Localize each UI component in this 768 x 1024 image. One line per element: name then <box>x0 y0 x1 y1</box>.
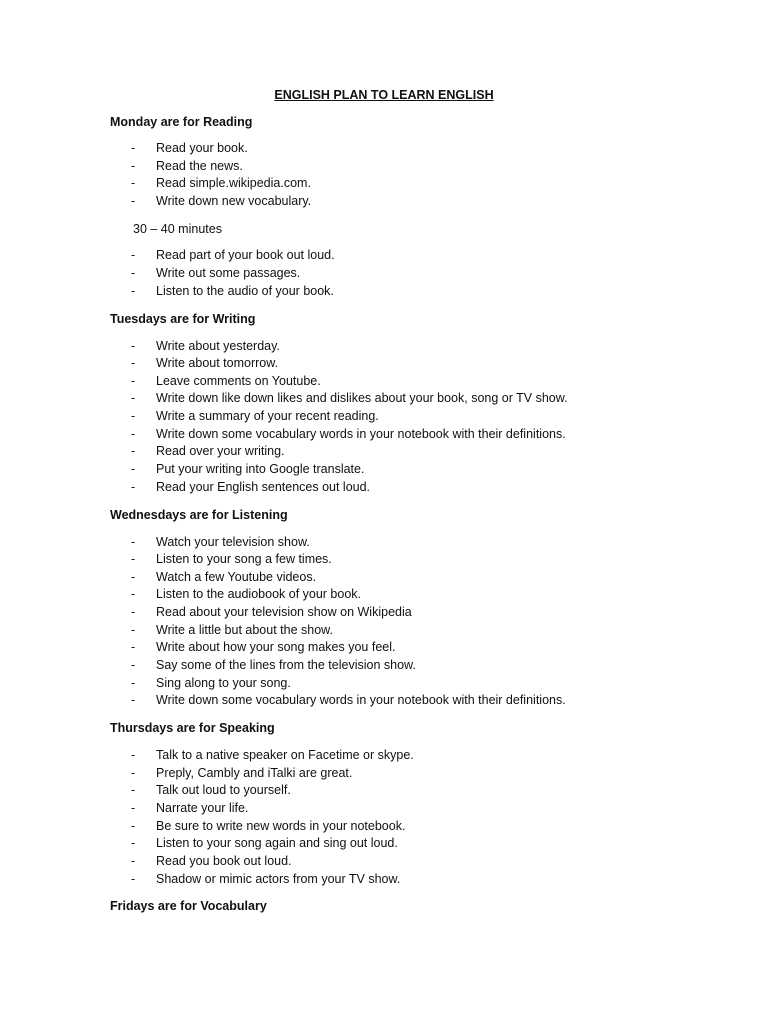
list-item <box>0 338 768 355</box>
bullet-dash: - <box>131 801 136 815</box>
list-item-text: Talk out loud to yourself. <box>156 783 291 797</box>
bullet-dash: - <box>131 587 136 601</box>
bullet-dash: - <box>131 693 136 707</box>
bullet-dash: - <box>131 658 136 672</box>
list-item <box>0 835 768 852</box>
list-item <box>0 443 768 460</box>
list-item <box>0 247 768 264</box>
list-item-text: Write down like down likes and dislikes about your book, song or TV show. <box>156 391 568 405</box>
list-item <box>0 800 768 817</box>
bullet-dash: - <box>131 266 136 280</box>
list-item <box>0 622 768 639</box>
list-item <box>0 283 768 300</box>
list-item <box>0 551 768 568</box>
bullet-dash: - <box>131 141 136 155</box>
list-item-text: Write down new vocabulary. <box>156 194 312 208</box>
bullet-dash: - <box>131 819 136 833</box>
list-item-text: Read over your writing. <box>156 444 285 458</box>
list-item <box>0 657 768 674</box>
bullet-dash: - <box>131 605 136 619</box>
bullet-dash: - <box>131 623 136 637</box>
list-item-text: Write out some passages. <box>156 266 301 280</box>
list-item <box>0 871 768 888</box>
bullet-dash: - <box>131 176 136 190</box>
bullet-dash: - <box>131 748 136 762</box>
list-item-text: Put your writing into Google translate. <box>156 462 365 476</box>
list-item <box>0 534 768 551</box>
list-item-text: Say some of the lines from the television show. <box>156 658 416 672</box>
bullet-dash: - <box>131 409 136 423</box>
bullet-dash: - <box>131 535 136 549</box>
list-item <box>0 639 768 656</box>
list-item-text: Talk to a native speaker on Facetime or skype. <box>156 748 414 762</box>
duration-note: 30 – 40 minutes <box>133 222 222 236</box>
list-item-text: Listen to your song a few times. <box>156 552 332 566</box>
bullet-dash: - <box>131 391 136 405</box>
list-item <box>0 569 768 586</box>
list-item-text: Read you book out loud. <box>156 854 292 868</box>
list-item-text: Listen to your song again and sing out loud. <box>156 836 398 850</box>
list-item-text: Sing along to your song. <box>156 676 291 690</box>
bullet-dash: - <box>131 159 136 173</box>
bullet-dash: - <box>131 783 136 797</box>
list-item <box>0 265 768 282</box>
list-item-text: Preply, Cambly and iTalki are great. <box>156 766 353 780</box>
list-item-text: Narrate your life. <box>156 801 249 815</box>
list-item-text: Write down some vocabulary words in your notebook with their definitions. <box>156 693 566 707</box>
list-item <box>0 355 768 372</box>
list-item-text: Leave comments on Youtube. <box>156 374 321 388</box>
section-heading-tuesday: Tuesdays are for Writing <box>110 312 256 326</box>
bullet-dash: - <box>131 676 136 690</box>
list-item-text: Listen to the audio of your book. <box>156 284 334 298</box>
list-item-text: Be sure to write new words in your notebook. <box>156 819 406 833</box>
bullet-dash: - <box>131 444 136 458</box>
bullet-dash: - <box>131 836 136 850</box>
list-item-text: Read the news. <box>156 159 243 173</box>
section-heading-thursday: Thursdays are for Speaking <box>110 721 275 735</box>
bullet-dash: - <box>131 284 136 298</box>
section-heading-wednesday: Wednesdays are for Listening <box>110 508 288 522</box>
bullet-dash: - <box>131 872 136 886</box>
document-title: ENGLISH PLAN TO LEARN ENGLISH <box>274 88 494 102</box>
list-item-text: Write a summary of your recent reading. <box>156 409 379 423</box>
bullet-dash: - <box>131 374 136 388</box>
bullet-dash: - <box>131 570 136 584</box>
list-item <box>0 479 768 496</box>
bullet-dash: - <box>131 854 136 868</box>
list-item <box>0 175 768 192</box>
list-item <box>0 675 768 692</box>
list-item-text: Watch a few Youtube videos. <box>156 570 317 584</box>
bullet-dash: - <box>131 462 136 476</box>
bullet-dash: - <box>131 194 136 208</box>
bullet-dash: - <box>131 248 136 262</box>
list-item <box>0 390 768 407</box>
bullet-dash: - <box>131 427 136 441</box>
list-item-text: Write about yesterday. <box>156 339 280 353</box>
list-item <box>0 373 768 390</box>
list-item-text: Read your English sentences out loud. <box>156 480 371 494</box>
list-item-text: Read simple.wikipedia.com. <box>156 176 311 190</box>
list-item <box>0 586 768 603</box>
list-item <box>0 193 768 210</box>
list-item <box>0 818 768 835</box>
list-item-text: Write about how your song makes you feel. <box>156 640 396 654</box>
list-item-text: Write down some vocabulary words in your notebook with their definitions. <box>156 427 566 441</box>
list-item <box>0 426 768 443</box>
section-heading-monday: Monday are for Reading <box>110 115 253 129</box>
bullet-dash: - <box>131 552 136 566</box>
list-item <box>0 765 768 782</box>
list-item-text: Write a little but about the show. <box>156 623 333 637</box>
list-item <box>0 747 768 764</box>
list-item-text: Listen to the audiobook of your book. <box>156 587 362 601</box>
list-item <box>0 604 768 621</box>
bullet-dash: - <box>131 339 136 353</box>
list-item <box>0 408 768 425</box>
list-item-text: Write about tomorrow. <box>156 356 279 370</box>
bullet-dash: - <box>131 766 136 780</box>
bullet-dash: - <box>131 480 136 494</box>
list-item-text: Read your book. <box>156 141 248 155</box>
list-item <box>0 140 768 157</box>
list-item <box>0 158 768 175</box>
section-heading-friday: Fridays are for Vocabulary <box>110 899 267 913</box>
bullet-dash: - <box>131 356 136 370</box>
list-item <box>0 853 768 870</box>
list-item-text: Read part of your book out loud. <box>156 248 335 262</box>
bullet-dash: - <box>131 640 136 654</box>
list-item-text: Shadow or mimic actors from your TV show. <box>156 872 401 886</box>
list-item <box>0 461 768 478</box>
list-item-text: Watch your television show. <box>156 535 310 549</box>
list-item-text: Read about your television show on Wikipedia <box>156 605 412 619</box>
list-item <box>0 692 768 709</box>
list-item <box>0 782 768 799</box>
